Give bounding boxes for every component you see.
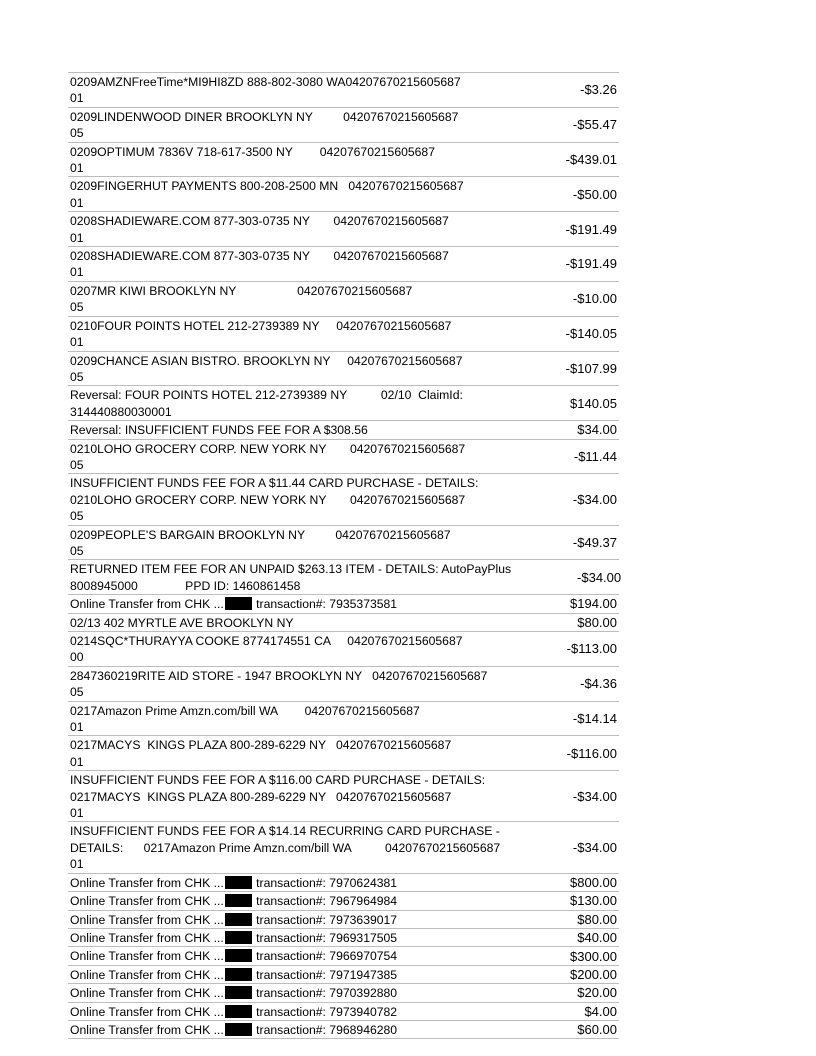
transaction-row [68,614,619,632]
description-line: 01 [70,335,84,350]
transaction-row [68,560,622,595]
transaction-amount: $300.00 [570,948,617,964]
transfer-prefix: Online Transfer from CHK ... [70,949,224,964]
transfer-prefix: Online Transfer from CHK ... [70,894,224,909]
transaction-row [68,526,619,561]
description-line: 05 [70,457,84,472]
description-line: 05 [70,685,84,700]
description-line: 0209AMZNFreeTime*MI9HI8ZD 888-802-3080 WA04207670215605687 [70,75,461,89]
transaction-description [68,736,507,770]
transfer-prefix: Online Transfer from CHK ... [70,967,224,982]
transaction-description [68,702,507,736]
redacted-account-number [225,1023,252,1036]
transaction-amount: -$439.01 [565,152,617,168]
transfer-transaction-number: transaction#: 7935373581 [252,597,398,612]
transaction-row [68,73,619,108]
transaction-description [68,560,511,594]
transaction-description [68,440,507,474]
transaction-description [68,911,507,928]
transfer-prefix: Online Transfer from CHK ... [70,986,224,1001]
transaction-row [68,108,619,143]
description-line: Reversal: FOUR POINTS HOTEL 212-2739389 NY 02/10 ClaimId: [70,388,463,403]
transaction-description [68,667,507,701]
transaction-amount: $130.00 [570,893,617,909]
transaction-description [68,822,507,872]
transaction-row [68,143,619,178]
transaction-amount: -$34.00 [577,569,622,585]
transfer-line [70,893,507,909]
transaction-description [68,1021,507,1038]
description-line: 0209PEOPLE'S BARGAIN BROOKLYN NY 04207670215605687 [70,527,451,542]
transaction-row [68,736,619,771]
transaction-description [68,247,507,281]
transaction-amount: -$49.37 [572,534,617,550]
description-line: 05 [70,300,84,315]
transfer-transaction-number: transaction#: 7971947385 [252,967,398,982]
transaction-amount: -$14.14 [572,711,617,727]
transaction-description [68,771,507,821]
transaction-description [68,984,507,1001]
transaction-description [68,966,507,983]
transaction-description [68,73,507,107]
description-line: 01 [70,857,84,872]
transaction-amount: -$4.36 [580,676,617,692]
description-line: 0217Amazon Prime Amzn.com/bill WA 04207670215605687 [70,703,420,718]
transaction-row [68,440,619,475]
transfer-transaction-number: transaction#: 7970624381 [252,875,398,890]
transaction-amount: -$191.49 [565,221,617,237]
transaction-row [68,1021,619,1039]
transaction-amount: -$191.49 [565,256,617,272]
transaction-amount: -$55.47 [572,117,617,133]
description-line: 01 [70,195,84,210]
description-line: 0209LINDENWOOD DINER BROOKLYN NY 04207670215605687 [70,109,459,124]
transfer-prefix: Online Transfer from CHK ... [70,597,224,612]
transfer-prefix: Online Transfer from CHK ... [70,930,224,945]
transfer-line [70,967,507,983]
transaction-row [68,352,619,387]
transaction-description [68,177,507,211]
transfer-line [70,875,507,891]
transaction-row [68,632,619,667]
transaction-description [68,929,507,946]
description-line: 0217MACYS KINGS PLAZA 800-289-6229 NY 04207670215605687 [70,738,452,753]
transaction-amount: -$140.05 [565,326,617,342]
redacted-account-number [225,597,252,610]
description-line: INSUFFICIENT FUNDS FEE FOR A $14.14 RECURRING CARD PURCHASE - [70,824,500,839]
transaction-description [68,1003,507,1020]
description-line: 01 [70,91,84,106]
transfer-line [70,912,507,928]
redacted-account-number [225,1005,252,1018]
transaction-row [68,822,619,873]
description-line: 0208SHADIEWARE.COM 877-303-0735 NY 04207670215605687 [70,214,449,229]
redacted-account-number [225,986,252,999]
transaction-description [68,386,507,420]
transaction-row [68,771,619,822]
transaction-amount: $4.00 [584,1003,617,1019]
redacted-account-number [225,894,252,907]
transfer-prefix: Online Transfer from CHK ... [70,1004,224,1019]
description-line: 314440880030001 [70,404,172,419]
transaction-amount: $80.00 [577,614,617,630]
transaction-row [68,282,619,317]
transaction-row [68,212,619,247]
transaction-amount: $200.00 [570,966,617,982]
description-line: 01 [70,720,84,735]
transaction-amount: -$50.00 [572,186,617,202]
transaction-row [68,177,619,212]
description-line: 0210LOHO GROCERY CORP. NEW YORK NY 04207670215605687 [70,441,466,456]
transaction-row [68,595,619,613]
transaction-row [68,966,619,984]
transaction-row [68,421,619,439]
transaction-amount: $34.00 [577,422,617,438]
description-line: 05 [70,126,84,141]
transaction-amount: $40.00 [577,930,617,946]
transfer-line [70,596,507,612]
description-line: 00 [70,650,84,665]
redacted-account-number [225,968,252,981]
description-line: 01 [70,265,84,280]
transaction-description [68,143,507,177]
transfer-line [70,948,507,964]
transaction-amount: -$11.44 [573,448,617,464]
transfer-transaction-number: transaction#: 7970392880 [252,986,398,1001]
transaction-amount: -$116.00 [566,745,617,761]
transaction-amount: -$34.00 [572,491,617,507]
description-line: 8008945000 PPD ID: 1460861458 [70,578,301,593]
description-line: 2847360219RITE AID STORE - 1947 BROOKLYN NY 04207670215605687 [70,668,488,683]
description-line: 0209OPTIMUM 7836V 718-617-3500 NY 04207670215605687 [70,144,435,159]
description-line: Reversal: INSUFFICIENT FUNDS FEE FOR A $308.56 [70,423,368,438]
transaction-amount: $140.05 [570,395,617,411]
redacted-account-number [225,913,252,926]
redacted-account-number [225,876,252,889]
transfer-line [70,1022,507,1038]
transaction-description [68,595,507,612]
transaction-description [68,317,507,351]
transaction-amount: -$3.26 [580,82,617,98]
transaction-row [68,911,619,929]
description-line: 05 [70,543,84,558]
transaction-row [68,892,619,910]
transaction-description [68,632,507,666]
description-line: INSUFFICIENT FUNDS FEE FOR A $116.00 CARD PURCHASE - DETAILS: [70,773,486,788]
transaction-description [68,892,507,909]
description-line: 0210LOHO GROCERY CORP. NEW YORK NY 04207670215605687 [70,492,466,507]
transaction-description [68,282,507,316]
transaction-row [68,702,619,737]
description-line: 0214SQC*THURAYYA COOKE 8774174551 CA 04207670215605687 [70,634,463,648]
transaction-description [68,947,507,964]
transaction-amount: -$107.99 [565,360,617,376]
transaction-amount: $80.00 [577,911,617,927]
transaction-description [68,874,507,891]
transaction-amount: $194.00 [570,596,617,612]
transaction-row [68,1003,619,1021]
transfer-prefix: Online Transfer from CHK ... [70,912,224,927]
transfer-prefix: Online Transfer from CHK ... [70,875,224,890]
description-line: 05 [70,509,84,524]
description-line: 0217MACYS KINGS PLAZA 800-289-6229 NY 04207670215605687 [70,789,452,804]
transaction-description [68,212,507,246]
transaction-description [68,352,507,386]
transaction-description [68,614,507,631]
transfer-transaction-number: transaction#: 7967964984 [252,894,398,909]
transfer-line [70,985,507,1001]
transfer-line [70,930,507,946]
transaction-amount: $20.00 [577,985,617,1001]
transaction-row [68,947,619,965]
transfer-transaction-number: transaction#: 7968946280 [252,1022,398,1037]
description-line: 0210FOUR POINTS HOTEL 212-2739389 NY 04207670215605687 [70,318,452,333]
transaction-amount: $800.00 [570,874,617,890]
transaction-row [68,929,619,947]
transfer-transaction-number: transaction#: 7973639017 [252,912,398,927]
description-line: 01 [70,161,84,176]
transaction-description [68,108,507,142]
transaction-row [68,247,619,282]
transaction-amount: -$113.00 [566,641,617,657]
description-line: 0209FINGERHUT PAYMENTS 800-208-2500 MN 04207670215605687 [70,179,464,194]
transfer-line [70,1004,507,1020]
transaction-amount: $60.00 [577,1022,617,1038]
transaction-row [68,667,619,702]
description-line: RETURNED ITEM FEE FOR AN UNPAID $263.13 ITEM - DETAILS: AutoPayPlus [70,562,512,577]
transaction-description [68,474,507,524]
description-line: 0208SHADIEWARE.COM 877-303-0735 NY 04207670215605687 [70,249,449,264]
transaction-row [68,984,619,1002]
description-line: 0209CHANCE ASIAN BISTRO. BROOKLYN NY 04207670215605687 [70,353,463,368]
description-line: INSUFFICIENT FUNDS FEE FOR A $11.44 CARD PURCHASE - DETAILS: [70,476,479,491]
description-line: DETAILS: 0217Amazon Prime Amzn.com/bill WA 04207670215605687 [70,840,501,855]
description-line: 01 [70,230,84,245]
description-line: 02/13 402 MYRTLE AVE BROOKLYN NY [70,615,294,630]
description-line: 0207MR KIWI BROOKLYN NY 04207670215605687 [70,283,413,298]
description-line: 01 [70,754,84,769]
transaction-row [68,874,619,892]
transaction-row [68,317,619,352]
transaction-amount: -$34.00 [572,840,617,856]
redacted-account-number [225,931,252,944]
transaction-amount: -$34.00 [572,788,617,804]
description-line: 05 [70,369,84,384]
description-line: 01 [70,806,84,821]
transaction-table [68,72,622,1039]
transaction-row [68,474,619,525]
transfer-transaction-number: transaction#: 7966970754 [252,949,398,964]
transaction-amount: -$10.00 [572,291,617,307]
transaction-description [68,526,507,560]
redacted-account-number [225,949,252,962]
transfer-prefix: Online Transfer from CHK ... [70,1022,224,1037]
transaction-row [68,386,619,421]
transfer-transaction-number: transaction#: 7973940782 [252,1004,398,1019]
transfer-transaction-number: transaction#: 7969317505 [252,930,398,945]
transaction-description [68,421,507,438]
